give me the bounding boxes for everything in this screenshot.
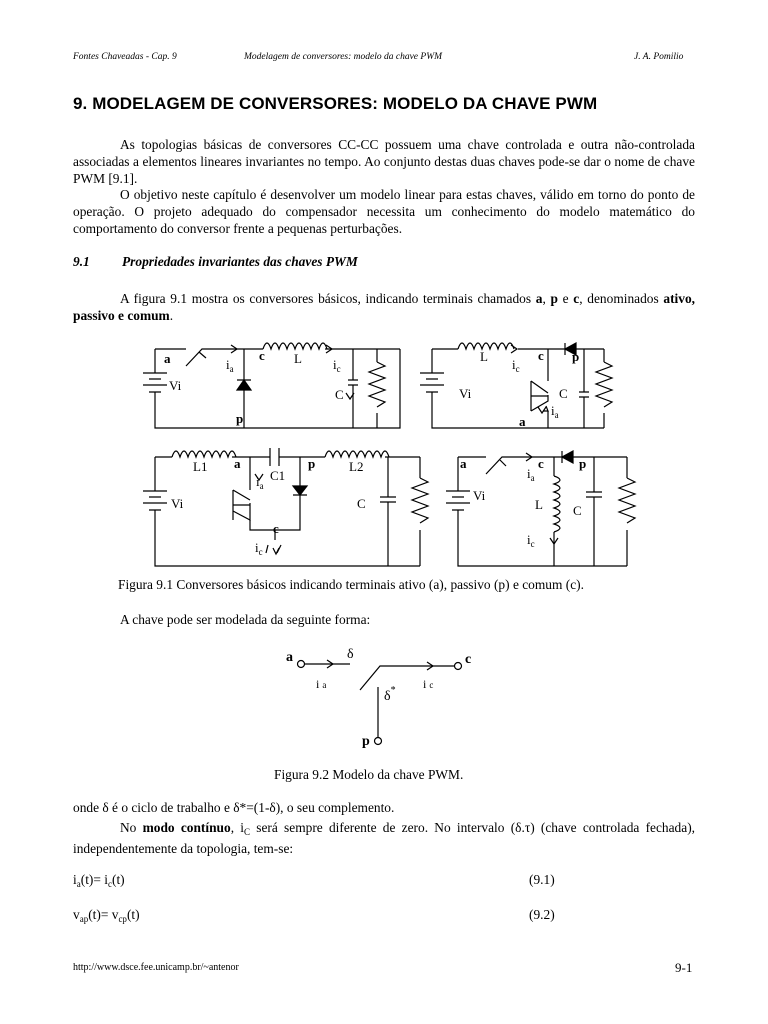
paragraph-duty-cycle: onde δ é o ciclo de trabalho e δ*=(1-δ), o seu complemento. — [73, 800, 395, 815]
header-center: Modelagem de conversores: modelo da chave PWM — [244, 52, 443, 62]
figure-9-1-converters — [0, 330, 768, 570]
cuk-label-Vi: Vi — [171, 496, 184, 511]
cuk-label-L2: L2 — [349, 459, 364, 474]
buck-label-c: c — [259, 348, 265, 363]
buckboost-label-ia: $i_a$ — [527, 466, 535, 483]
paragraph-terminals: A figura 9.1 mostra os conversores básicos, indicando terminais chamados a, p e c, denominados ativo, passivo e comum. — [73, 291, 696, 323]
cuk-label-C: C — [357, 496, 366, 511]
section-title: Propriedades invariantes das chaves PWM — [122, 254, 358, 269]
fig2-label-a: a — [286, 650, 293, 665]
intro-paragraph-1: As topologias básicas de conversores CC-CC possuem uma chave controlada e outra não-controlada associadas a elementos lineares invariantes no tempo. Ao conjunto destas duas chaves pode-se dar o nome de chave PWM [9.1]. — [73, 137, 695, 186]
cuk-label-c: c — [273, 521, 279, 536]
fig2-label-ia: i a — [316, 677, 327, 691]
cuk-label-ic: $i_c$ — [255, 540, 263, 557]
boost-label-a: a — [519, 414, 526, 429]
boost-label-L: L — [480, 349, 488, 364]
boost-label-Vi: Vi — [459, 386, 472, 401]
buckboost-label-Vi: Vi — [473, 488, 486, 503]
buck-label-p: p — [236, 411, 244, 426]
boost-label-p: p — [572, 349, 580, 364]
cuk-label-p: p — [308, 456, 316, 471]
fig2-label-delta: δ — [347, 647, 354, 662]
fig2-label-c: c — [465, 652, 472, 667]
footer-url[interactable]: http://www.dsce.fee.unicamp.br/~antenor — [73, 962, 239, 973]
equation-9-2: $v_{ap}(t)= v_{cp}(t)$ — [73, 907, 140, 924]
cuk-label-a: a — [234, 456, 241, 471]
fig2-label-p: p — [362, 734, 370, 749]
intro-paragraph-2: O objetivo neste capítulo é desenvolver um modelo linear para estas chaves, válido em torno do ponto de operação. O projeto adequado do compensador necessita um conhecimento do modelo matemático do comportamento do conversor frente a pequenas perturbações. — [73, 187, 695, 236]
buckboost-label-a: a — [460, 456, 467, 471]
page-number: 9-1 — [675, 960, 693, 975]
boost-label-c: c — [538, 348, 544, 363]
buck-label-Vi: Vi — [169, 378, 182, 393]
boost-label-ic: $i_c$ — [512, 357, 520, 374]
buckboost-label-ic: $i_c$ — [527, 532, 535, 549]
header-left: Fontes Chaveadas - Cap. 9 — [73, 52, 177, 62]
fig2-label-ic: i c — [423, 677, 434, 691]
header-right: J. A. Pomilio — [634, 52, 684, 62]
paragraph-continuous-mode: No modo contínuo, $i_C$ será sempre diferente de zero. No intervalo (δ.τ) (chave controlada fechada), independentemente da topologia, tem-se: — [73, 820, 695, 856]
buck-label-a: a — [164, 351, 171, 366]
buck-label-ia: $i_a$ — [226, 357, 234, 374]
section-number: 9.1 — [73, 254, 90, 269]
cuk-label-L1: L1 — [193, 459, 208, 474]
equation-9-2-number: (9.2) — [529, 907, 555, 922]
cuk-label-C1: C1 — [270, 468, 286, 483]
buck-label-ic: $i_c$ — [333, 357, 341, 374]
buckboost-label-L: L — [535, 497, 543, 512]
buckboost-label-C: C — [573, 503, 582, 518]
equation-9-1-number: (9.1) — [529, 872, 555, 887]
figure-9-1-caption: Figura 9.1 Conversores básicos indicando terminais ativo (a), passivo (p) e comum (c). — [118, 577, 584, 592]
buck-label-C: C — [335, 387, 344, 402]
cuk-label-ia: $i_a$ — [256, 474, 264, 491]
boost-label-C: C — [559, 386, 568, 401]
buck-label-L: L — [294, 351, 302, 366]
figure-9-2-caption: Figura 9.2 Modelo da chave PWM. — [274, 767, 464, 782]
figure-9-2-pwm-switch — [0, 640, 768, 755]
fig2-label-delta-star: δ* — [384, 685, 396, 704]
paragraph-model-intro: A chave pode ser modelada da seguinte forma: — [120, 612, 371, 627]
buckboost-label-p: p — [579, 456, 587, 471]
equation-9-1: $i_a(t)= i_c(t)$ — [73, 872, 125, 889]
buckboost-label-c: c — [538, 456, 544, 471]
chapter-title: 9. MODELAGEM DE CONVERSORES: MODELO DA CHAVE PWM — [73, 94, 598, 113]
boost-label-ia: $i_a$ — [551, 403, 559, 420]
